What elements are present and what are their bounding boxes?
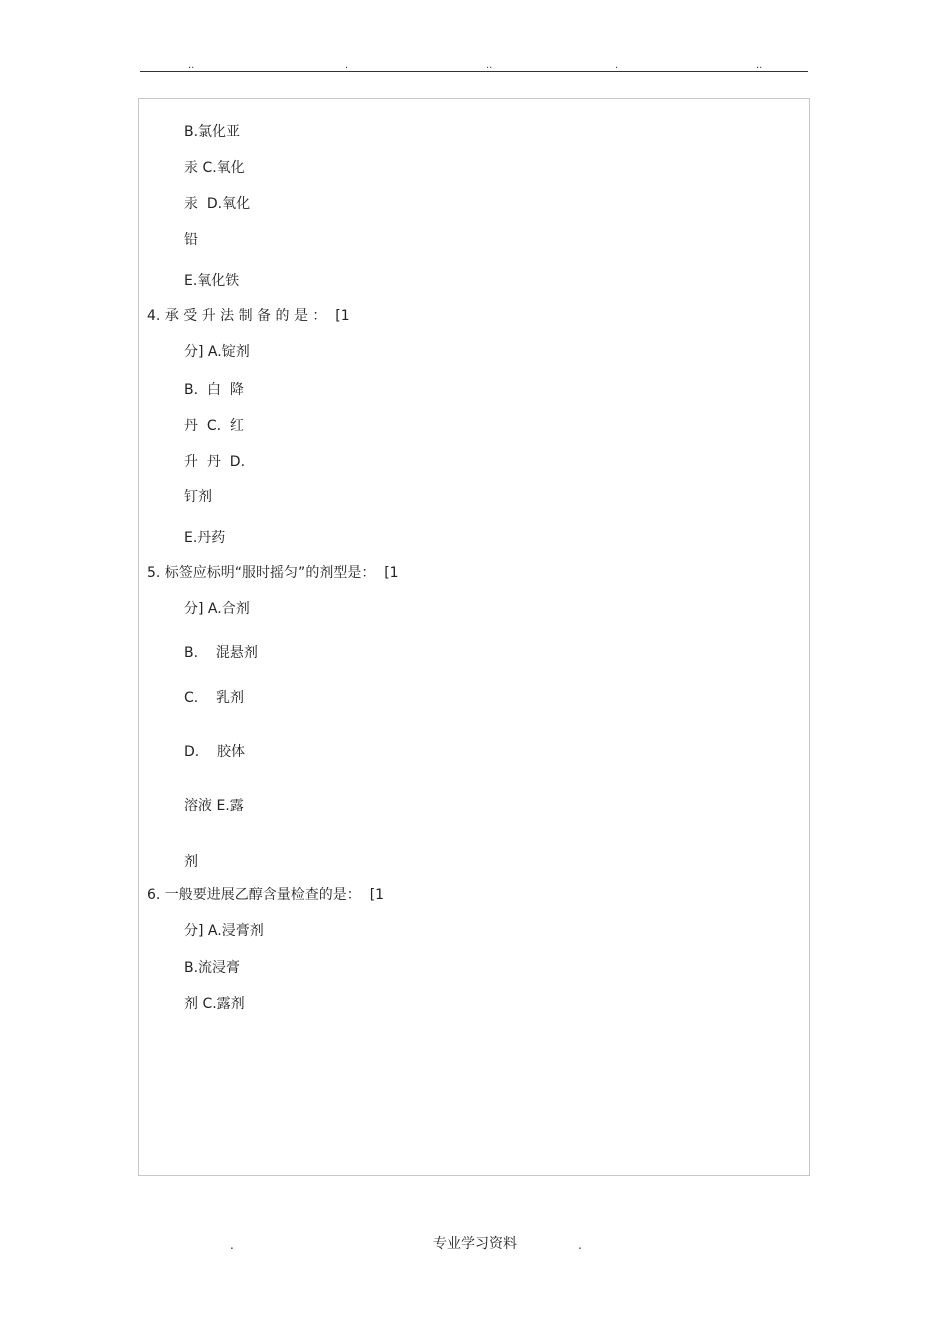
option-line: 钉剂 <box>184 489 212 505</box>
header-mark: . <box>345 60 349 71</box>
header-mark: .. <box>486 60 493 71</box>
question-4: 4. 承 受 升 法 制 备 的 是 ： [1 <box>147 308 350 324</box>
content-frame <box>138 98 810 1176</box>
question-5: 5. 标签应标明“服时摇匀”的剂型是： [1 <box>147 565 399 581</box>
option-line: 升 丹 D. <box>184 454 246 470</box>
header-rule <box>140 71 808 72</box>
option-line: E.丹药 <box>184 530 226 546</box>
option-line: 铅 <box>184 232 198 248</box>
footer-mark-right: . <box>578 1238 582 1252</box>
option-line: B. 白 降 <box>184 382 244 398</box>
header-mark: .. <box>756 60 763 71</box>
question-6: 6. 一般要进展乙醇含量检查的是： [1 <box>147 887 385 903</box>
option-line: E.氧化铁 <box>184 273 240 289</box>
option-line: D. 胶体 <box>184 744 246 760</box>
footer-text: 专业学习资料 <box>433 1236 517 1252</box>
option-line: 分] A.锭剂 <box>184 344 250 360</box>
option-line: 溶液 E.露 <box>184 798 244 814</box>
option-line: B.流浸膏 <box>184 960 241 976</box>
header-mark: . <box>615 60 619 71</box>
option-line: B.氯化亚 <box>184 124 241 140</box>
option-line: 丹 C. 红 <box>184 418 245 434</box>
option-line: 剂 <box>184 854 198 870</box>
option-line: 分] A.合剂 <box>184 601 250 617</box>
footer-mark-left: . <box>230 1238 234 1252</box>
option-line: 汞 C.氧化 <box>184 160 245 176</box>
header-mark: .. <box>188 60 195 71</box>
option-line: 剂 C.露剂 <box>184 996 245 1012</box>
option-line: B. 混悬剂 <box>184 645 258 661</box>
option-line: C. 乳剂 <box>184 690 245 706</box>
option-line: 汞 D.氧化 <box>184 196 251 212</box>
option-line: 分] A.浸膏剂 <box>184 923 264 939</box>
